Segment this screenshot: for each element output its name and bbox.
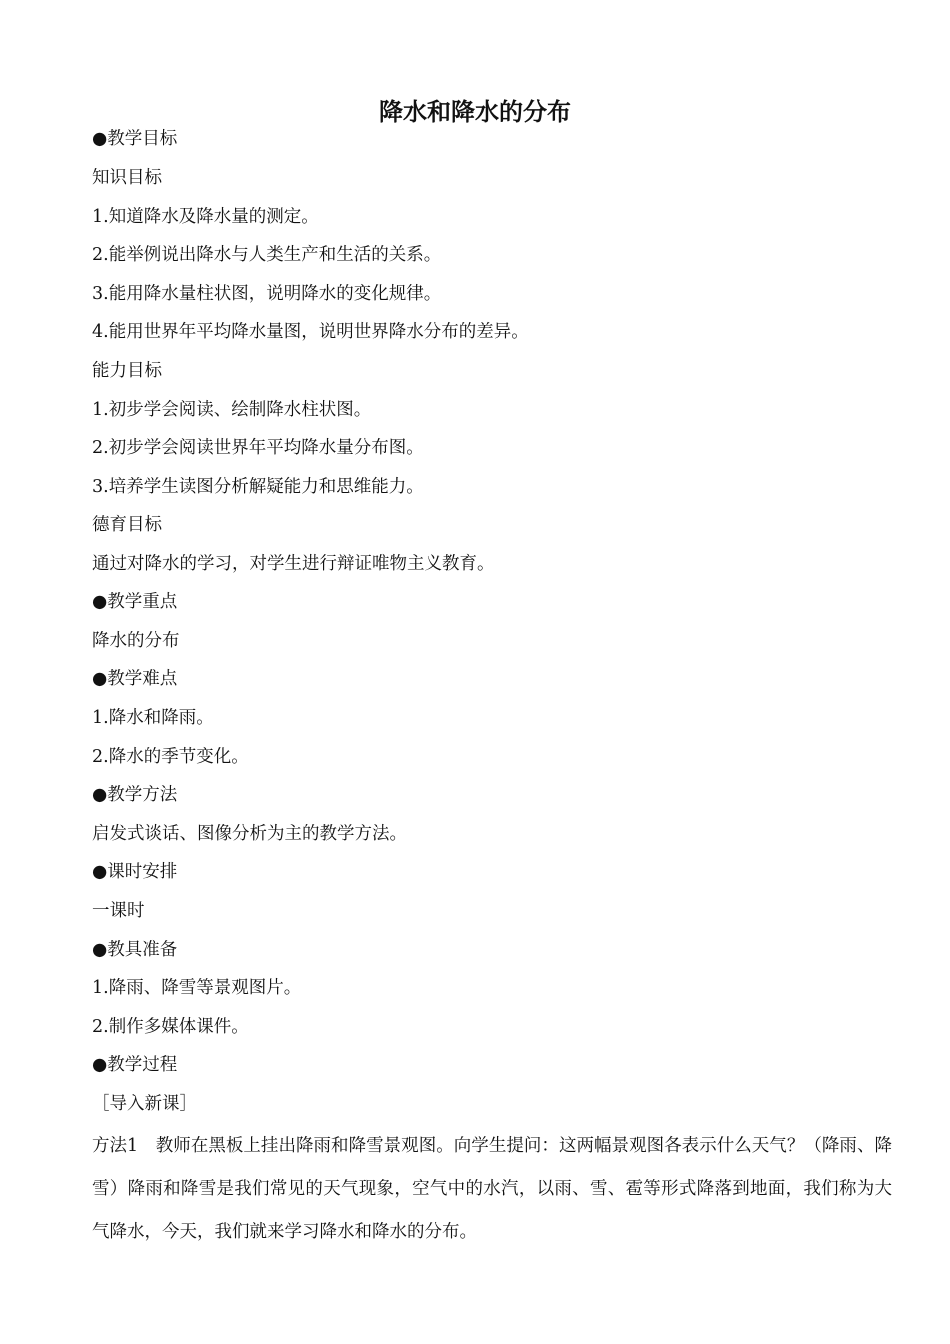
heading-schedule: ●课时安排 [92,862,178,882]
heading-teaching-methods: ●教学方法 [92,785,178,805]
heading-teaching-process: ●教学过程 [92,1055,178,1075]
list-item: 1.降水和降雨。 [92,708,214,728]
subheading-introduction: ［导入新课］ [92,1094,197,1114]
heading-difficulties: ●教学难点 [92,669,178,689]
list-item: 2.能举例说出降水与人类生产和生活的关系。 [92,245,442,265]
list-item: 2.降水的季节变化。 [92,747,249,767]
list-item: 3.能用降水量柱状图，说明降水的变化规律。 [92,284,442,304]
heading-key-points: ●教学重点 [92,592,178,612]
body-text: 降水的分布 [92,631,180,651]
list-item: 2.制作多媒体课件。 [92,1017,249,1037]
intro-paragraph: 方法1 教师在黑板上挂出降雨和降雪景观图。向学生提问：这两幅景观图各表示什么天气？（降雨、降雪）降雨和降雪是我们常见的天气现象，空气中的水汽，以雨、雪、雹等形式降落到地面，我们称为大气降水，今天，我们就来学习降水和降水的分布。 [92,1136,892,1242]
list-item: 2.初步学会阅读世界年平均降水量分布图。 [92,438,424,458]
subheading-moral-objectives: 德育目标 [92,515,162,535]
document-title: 降水和降水的分布 [379,98,571,126]
heading-teaching-aids: ●教具准备 [92,940,178,960]
body-text: 启发式谈话、图像分析为主的教学方法。 [92,824,407,844]
list-item: 1.知道降水及降水量的测定。 [92,207,319,227]
body-text: 通过对降水的学习，对学生进行辩证唯物主义教育。 [92,554,495,574]
heading-teaching-objectives: ●教学目标 [92,129,178,149]
list-item: 4.能用世界年平均降水量图，说明世界降水分布的差异。 [92,322,529,342]
list-item: 1.初步学会阅读、绘制降水柱状图。 [92,400,372,420]
list-item: 1.降雨、降雪等景观图片。 [92,978,302,998]
subheading-ability-objectives: 能力目标 [92,361,162,381]
list-item: 3.培养学生读图分析解疑能力和思维能力。 [92,477,424,497]
body-text: 一课时 [92,901,145,921]
subheading-knowledge-objectives: 知识目标 [92,168,162,188]
